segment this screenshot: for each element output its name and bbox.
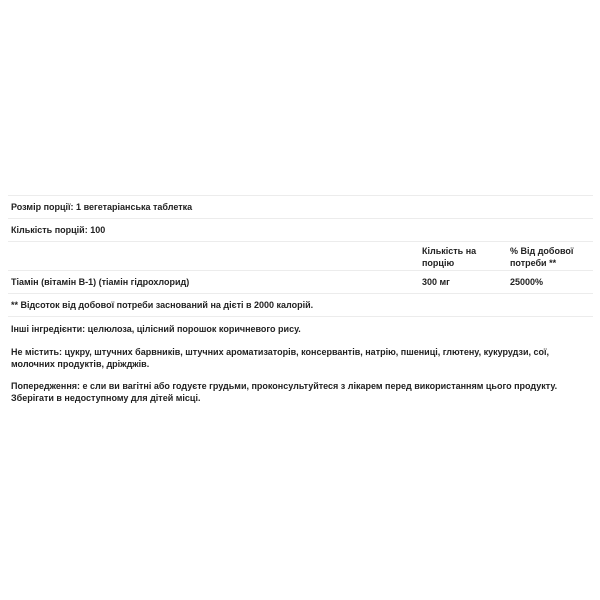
does-not-contain: Не містить: цукру, штучних барвників, штучних ароматизаторів, консервантів, натрію, пшениці, глютену, кукурудзи, сої, молочних продуктів, дріжджів. bbox=[11, 347, 550, 369]
footnote: ** Відсоток від добової потреби заснований на дієті в 2000 калорій. bbox=[11, 300, 314, 310]
dv-header-l2: потреби ** bbox=[510, 258, 557, 268]
amount-header-l1: Кількість на bbox=[422, 246, 477, 256]
dv-header bbox=[510, 245, 573, 269]
nutrient-name: Тіамін (вітамін B-1) (тіамін гідрохлорид) bbox=[11, 277, 190, 287]
table-header bbox=[8, 242, 593, 271]
table-row bbox=[8, 271, 593, 294]
warning-line-2: Зберігати в недоступному для дітей місці. bbox=[11, 393, 201, 403]
nutrient-dv: 25000% bbox=[510, 277, 544, 287]
amount-header bbox=[422, 245, 476, 269]
warning bbox=[11, 380, 591, 404]
nutrient-amount: 300 мг bbox=[422, 277, 450, 287]
servings-row bbox=[8, 219, 593, 242]
other-ingredients: Інші інгредієнти: целюлоза, цілісний порошок коричневого рису. bbox=[11, 324, 301, 334]
dv-header-l1: % Від добової bbox=[510, 246, 574, 256]
footnote-row bbox=[8, 294, 593, 317]
serving-size: Розмір порції: 1 вегетаріанська таблетка bbox=[11, 202, 193, 212]
serving-size-row bbox=[8, 196, 593, 219]
warning-line-1: Попередження: е сли ви вагітні або годуєте грудьми, проконсультуйтеся з лікарем перед використанням цього продукту. bbox=[11, 381, 558, 391]
amount-header-l2: порцію bbox=[422, 258, 455, 268]
servings: Кількість порцій: 100 bbox=[11, 225, 106, 235]
